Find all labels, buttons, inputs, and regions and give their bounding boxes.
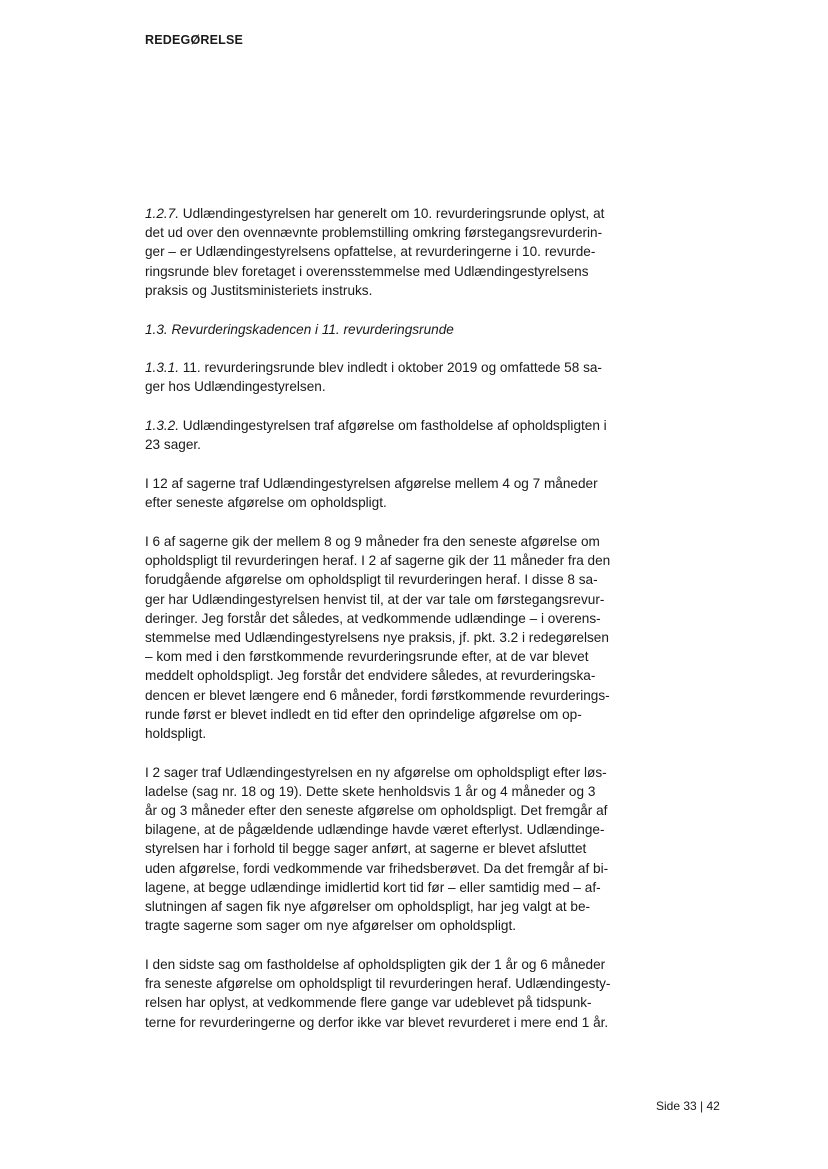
- paragraph-6-cases: [145, 532, 625, 743]
- paragraph-line: meddelt opholdspligt. Jeg forstår det endvidere således, at revurderingska-: [145, 668, 596, 684]
- paragraph-number: 1.3.2.: [145, 418, 180, 434]
- paragraph-line: terne for revurderingerne og derfor ikke var blevet revurderet i mere end 1 år.: [145, 1014, 609, 1030]
- paragraph-12-cases: [145, 474, 625, 512]
- paragraph-line: – kom med i den førstkommende revurderingsrunde efter, at de var blevet: [145, 649, 589, 665]
- paragraph-line: ladelse (sag nr. 18 og 19). Dette skete henholdsvis 1 år og 4 måneder og 3: [145, 783, 596, 799]
- paragraph-line: fra seneste afgørelse om opholdspligt til revurderingen heraf. Udlændingesty-: [145, 976, 611, 992]
- paragraph-line: slutningen af sagen fik nye afgørelser om opholdspligt, har jeg valgt at be-: [145, 899, 591, 915]
- paragraph-line: deringer. Jeg forstår det således, at vedkommende udlændinge – i overens-: [145, 610, 601, 626]
- paragraph-line: I 6 af sagerne gik der mellem 8 og 9 måneder fra den seneste afgørelse om: [145, 533, 600, 549]
- section-heading: [145, 320, 625, 339]
- paragraph-line: 1.3.1. 11. revurderingsrunde blev indledt i oktober 2019 og omfattede 58 sa-: [145, 360, 602, 376]
- paragraph-line: tragte sagerne som sager om nye afgørelser om opholdspligt.: [145, 918, 516, 934]
- paragraph-line: relsen har oplyst, at vedkommende flere gange var udeblevet på tidspunk-: [145, 995, 592, 1011]
- paragraph-line: ger har Udlændingestyrelsen henvist til, at der var tale om førstegangsrevur-: [145, 591, 605, 607]
- paragraph-line: opholdspligt til revurderingen heraf. I 2 af sagerne gik der 11 måneder fra den: [145, 553, 611, 569]
- paragraph-number: 1.3.1.: [145, 360, 180, 376]
- paragraph-line: 1.2.7. Udlændingestyrelsen har generelt om 10. revurderingsrunde oplyst, at: [145, 206, 605, 221]
- paragraph-line: bilagene, at de pågældende udlændinge havde været efterlyst. Udlændinge-: [145, 822, 605, 838]
- paragraph-line: stemmelse med Udlændingestyrelsens nye praksis, jf. pkt. 3.2 i redegørelsen: [145, 629, 609, 645]
- paragraph-line: år og 3 måneder efter den seneste afgørelse om opholdspligt. Det fremgår af: [145, 803, 608, 819]
- paragraph-line: lagene, at begge udlændinge imidlertid kort tid før – eller samtidig med – af-: [145, 879, 601, 895]
- paragraph-line: det ud over den ovennævnte problemstilling omkring førstegangsrevurderin-: [145, 225, 603, 241]
- document-body: [145, 204, 625, 1051]
- paragraph-1-2-7: [145, 204, 625, 300]
- paragraph-line: ger – er Udlændingestyrelsens opfattelse, at revurderingerne i 10. revurde-: [145, 244, 596, 260]
- paragraph-2-cases: [145, 763, 625, 936]
- section-heading-text: 1.3. Revurderingskadencen i 11. revurderingsrunde: [145, 321, 454, 337]
- paragraph-line: runde først er blevet indledt en tid efter den oprindelige afgørelse om op-: [145, 706, 582, 722]
- paragraph-line: I den sidste sag om fastholdelse af opholdspligten gik der 1 år og 6 måneder: [145, 957, 606, 972]
- paragraph-line: uden afgørelse, fordi vedkommende var frihedsberøvet. Da det fremgår af bi-: [145, 860, 609, 876]
- paragraph-line: styrelsen har i forhold til begge sager anført, at sagerne er blevet afsluttet: [145, 841, 587, 857]
- paragraph-1-3-1: [145, 358, 625, 396]
- paragraph-line: efter seneste afgørelse om opholdspligt.: [145, 495, 387, 511]
- paragraph-line: ger hos Udlændingestyrelsen.: [145, 379, 326, 395]
- paragraph-line: 1.3.2. Udlændingestyrelsen traf afgørelse om fastholdelse af opholdspligten i: [145, 418, 607, 434]
- paragraph-line: ringsrunde blev foretaget i overensstemmelse med Udlændingestyrelsens: [145, 263, 589, 279]
- paragraph-line: I 12 af sagerne traf Udlændingestyrelsen afgørelse mellem 4 og 7 måneder: [145, 476, 598, 492]
- paragraph-line: forudgående afgørelse om opholdspligt til revurderingen heraf. I disse 8 sa-: [145, 572, 598, 588]
- document-header-label: REDEGØRELSE: [145, 33, 244, 47]
- paragraph-line: 23 sager.: [145, 437, 201, 453]
- paragraph-number: 1.2.7.: [145, 206, 180, 221]
- page-number: Side 33 | 42: [656, 1099, 720, 1113]
- paragraph-last-case: [145, 955, 625, 1032]
- paragraph-line: holdspligt.: [145, 725, 207, 741]
- paragraph-line: praksis og Justitsministeriets instruks.: [145, 282, 373, 298]
- paragraph-line: I 2 sager traf Udlændingestyrelsen en ny afgørelse om opholdspligt efter løs-: [145, 764, 607, 780]
- paragraph-1-3-2: [145, 416, 625, 454]
- paragraph-line: dencen er blevet længere end 6 måneder, fordi førstkommende revurderings-: [145, 687, 610, 703]
